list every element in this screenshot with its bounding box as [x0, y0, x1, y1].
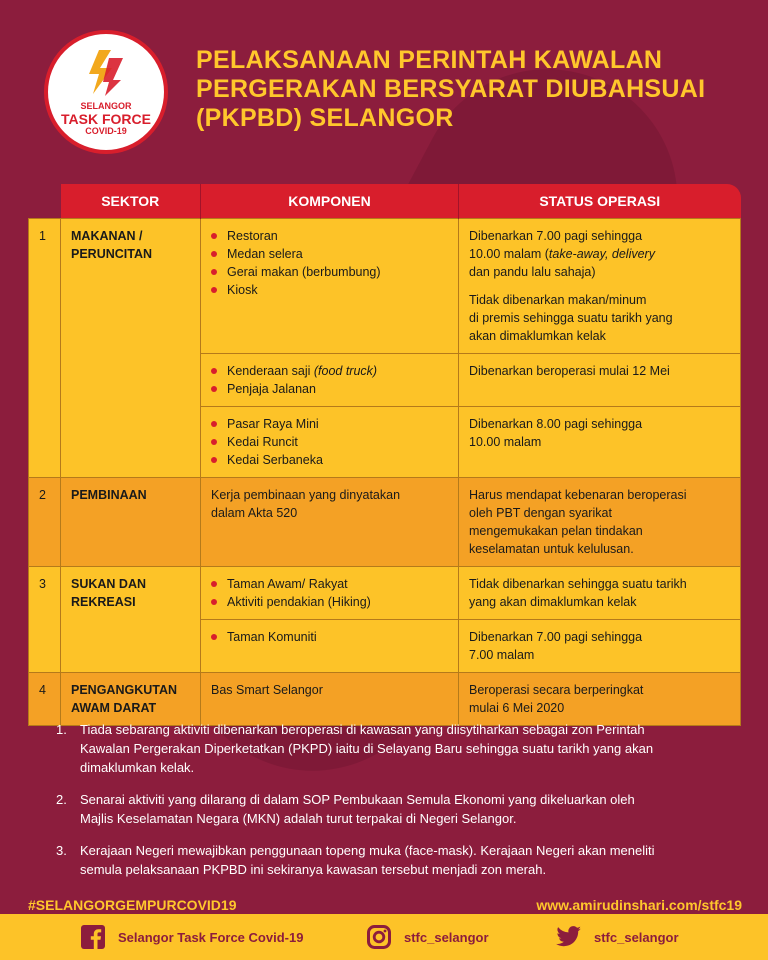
status-cell: Dibenarkan 7.00 pagi sehingga 7.00 malam — [459, 620, 741, 673]
website-link[interactable]: www.amirudinshari.com/stfc19 — [536, 897, 742, 913]
list-item: Medan selera — [211, 245, 448, 263]
list-item: Aktiviti pendakian (Hiking) — [211, 593, 448, 611]
status-cell: Beroperasi secara berperingkat mulai 6 Mei 2020 — [459, 673, 741, 726]
sector-name: PEMBINAAN — [61, 478, 201, 567]
component-cell: Kerja pembinaan yang dinyatakan dalam Akta 520 — [201, 478, 459, 567]
status-cell: Dibenarkan 7.00 pagi sehingga 10.00 malam (take-away, delivery dan pandu lalu sahaja) Tidak dibenarkan makan/minum di premis sehingga suatu tarikh yang akan dimaklumkan kelak — [459, 219, 741, 354]
twitter-link[interactable] — [556, 922, 679, 952]
list-item: Kiosk — [211, 281, 448, 299]
table-row — [29, 673, 741, 726]
table-row — [29, 219, 741, 354]
status-cell: Dibenarkan beroperasi mulai 12 Mei — [459, 354, 741, 407]
logo-line-2: TASK FORCE — [61, 111, 151, 127]
row-number: 3 — [29, 567, 61, 673]
header-status: STATUS OPERASI — [459, 184, 741, 219]
note-item: 3. Kerajaan Negeri mewajibkan penggunaan topeng muka (face-mask). Kerajaan Negeri akan meneliti semula pelaksanaan PKPBD ini sekiranya kawasan tersebut menjadi zon merah. — [56, 843, 655, 877]
sector-name: SUKAN DAN REKREASI — [61, 567, 201, 673]
list-item: Restoran — [211, 227, 448, 245]
component-cell — [201, 219, 459, 354]
lightning-icon — [85, 48, 127, 98]
task-force-logo — [44, 30, 168, 154]
note-item: 1. Tiada sebarang aktiviti dibenarkan beroperasi di kawasan yang diisytiharkan sebagai zon Perintah Kawalan Pergerakan Diperketatkan (PKPD) iaitu di Selayang Baru sehingga suatu tarikh yang akan dimaklumkan kelak. — [56, 722, 654, 775]
table-row — [29, 567, 741, 620]
hashtag: #SELANGORGEMPURCOVID19 — [28, 897, 237, 913]
pkpbd-table — [28, 184, 741, 726]
list-item: Taman Komuniti — [211, 628, 448, 646]
list-item: Gerai makan (berbumbung) — [211, 263, 448, 281]
twitter-icon — [556, 924, 582, 950]
note-item: 2. Senarai aktiviti yang dilarang di dalam SOP Pembukaan Semula Ekonomi yang dikeluarkan oleh Majlis Keselamatan Negara (MKN) adalah turut terpakai di Negeri Selangor. — [56, 792, 635, 826]
facebook-label: Selangor Task Force Covid-19 — [118, 929, 304, 945]
list-item: Kedai Serbaneka — [211, 451, 448, 469]
row-number: 4 — [29, 673, 61, 726]
sector-name: MAKANAN / PERUNCITAN — [61, 219, 201, 478]
table-row — [29, 478, 741, 567]
title-line-3: (PKPBD) SELANGOR — [196, 104, 454, 132]
component-cell — [201, 620, 459, 673]
list-item: Penjaja Jalanan — [211, 380, 448, 398]
sector-name: PENGANGKUTAN AWAM DARAT — [61, 673, 201, 726]
facebook-icon — [80, 924, 106, 950]
component-cell: Bas Smart Selangor — [201, 673, 459, 726]
instagram-label: stfc_selangor — [404, 929, 489, 945]
logo-line-1: SELANGOR — [80, 101, 132, 111]
component-cell — [201, 407, 459, 478]
list-item: Kenderaan saji (food truck) — [211, 362, 448, 380]
header-komponen: KOMPONEN — [201, 184, 459, 219]
facebook-link[interactable] — [80, 922, 303, 952]
list-item: Pasar Raya Mini — [211, 415, 448, 433]
row-number: 1 — [29, 219, 61, 478]
notes-list — [56, 720, 726, 892]
header-num — [29, 184, 61, 219]
component-cell — [201, 354, 459, 407]
instagram-link[interactable] — [366, 922, 489, 952]
status-cell: Harus mendapat kebenaran beroperasi oleh PBT dengan syarikat mengemukakan pelan tindakan keselamatan untuk kelulusan. — [459, 478, 741, 567]
title-line-1: PELAKSANAAN PERINTAH KAWALAN — [196, 46, 663, 74]
table-header-row — [29, 184, 741, 219]
status-cell: Tidak dibenarkan sehingga suatu tarikh yang akan dimaklumkan kelak — [459, 567, 741, 620]
status-cell: Dibenarkan 8.00 pagi sehingga 10.00 malam — [459, 407, 741, 478]
list-item: Kedai Runcit — [211, 433, 448, 451]
list-item: Taman Awam/ Rakyat — [211, 575, 448, 593]
page-title — [196, 46, 756, 133]
title-line-2: PERGERAKAN BERSYARAT DIUBAHSUAI — [196, 75, 706, 103]
row-number: 2 — [29, 478, 61, 567]
footer-bar — [0, 914, 768, 960]
instagram-icon — [366, 924, 392, 950]
twitter-label: stfc_selangor — [594, 929, 679, 945]
logo-line-3: COVID-19 — [85, 126, 127, 136]
component-cell — [201, 567, 459, 620]
header-sektor: SEKTOR — [61, 184, 201, 219]
